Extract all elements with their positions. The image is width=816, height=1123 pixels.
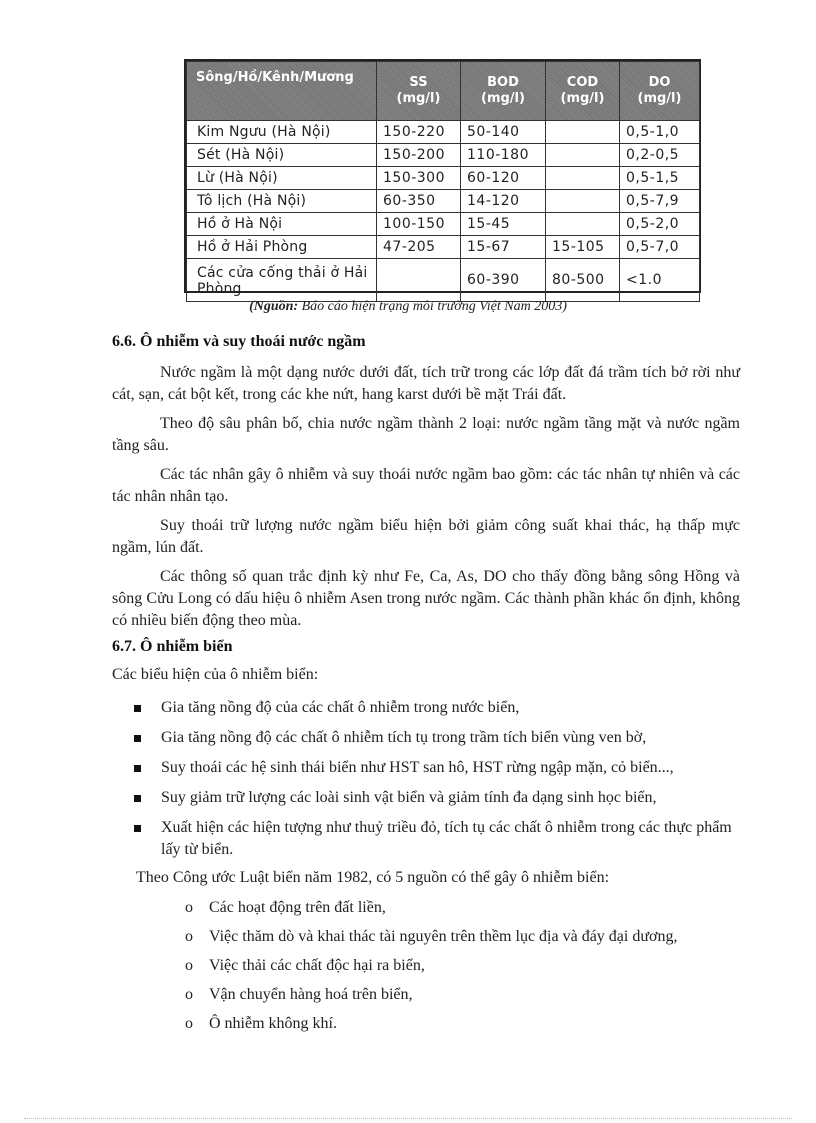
paragraph: Các thông số quan trắc định kỳ như Fe, Ca, As, DO cho thấy đồng bằng sông Hồng và sông Cửu Long có dấu hiệu ô nhiễm Asen trong nước ngầm. Các thành phần khác ổn định, không có nhiều biến động theo mùa.: [112, 568, 740, 629]
paragraph: Theo độ sâu phân bố, chia nước ngầm thành 2 loại: nước ngầm tầng mặt và nước ngầm tầng sâu.: [112, 415, 740, 454]
square-bullet-icon: [134, 735, 141, 742]
table-row: [187, 236, 700, 259]
cell-cod: [546, 190, 620, 213]
list-item: Gia tăng nồng độ của các chất ô nhiễm trong nước biển,: [134, 697, 740, 719]
square-bullet-icon: [134, 795, 141, 802]
header-cod: COD (mg/l): [546, 62, 620, 121]
section-6-7-heading: 6.7. Ô nhiễm biển: [112, 638, 233, 655]
cell-do: 0,5-1,0: [620, 121, 700, 144]
circle-bullet-icon: o: [185, 957, 193, 974]
paragraph: Suy thoái trữ lượng nước ngầm biểu hiện bởi giảm công suất khai thác, hạ thấp mực ngầm, lún đất.: [112, 517, 740, 556]
cell-ss: 150-200: [377, 144, 461, 167]
pollution-table: [184, 59, 701, 297]
cell-cod: [546, 213, 620, 236]
cell-cod: [546, 121, 620, 144]
cell-do: 0,5-2,0: [620, 213, 700, 236]
cell-do: 0,5-7,9: [620, 190, 700, 213]
table-row: [187, 144, 700, 167]
circle-bullet-icon: o: [185, 1015, 193, 1032]
cell-bod: 60-120: [461, 167, 546, 190]
convention-sentence: Theo Công ước Luật biển năm 1982, có 5 nguồn có thể gây ô nhiễm biển:: [136, 869, 610, 886]
page-bottom-divider: [24, 1118, 792, 1119]
cell-location: Tô lịch (Hà Nội): [187, 190, 377, 213]
cell-bod: 110-180: [461, 144, 546, 167]
cell-do: 0,2-0,5: [620, 144, 700, 167]
list-item: Gia tăng nồng độ các chất ô nhiễm tích tụ trong trầm tích biển vùng ven bờ,: [134, 727, 740, 749]
cell-bod: 50-140: [461, 121, 546, 144]
paragraph: Các tác nhân gây ô nhiễm và suy thoái nước ngầm bao gồm: các tác nhân tự nhiên và các tác nhân nhân tạo.: [112, 466, 740, 505]
cell-location: Các cửa cống thải ở Hải Phòng: [187, 259, 377, 302]
list-item: o Việc thải các chất độc hại ra biển,: [185, 957, 425, 974]
list-item: Suy thoái các hệ sinh thái biển như HST san hô, HST rừng ngập mặn, cỏ biển...,: [134, 757, 740, 779]
data-table: [186, 61, 700, 302]
cell-cod: [546, 144, 620, 167]
cell-cod: 15-105: [546, 236, 620, 259]
cell-ss: 60-350: [377, 190, 461, 213]
cell-ss: 150-220: [377, 121, 461, 144]
table-source-caption: [0, 299, 816, 315]
cell-ss: 100-150: [377, 213, 461, 236]
cell-location: Sét (Hà Nội): [187, 144, 377, 167]
list-item: o Việc thăm dò và khai thác tài nguyên trên thềm lục địa và đáy đại dương,: [185, 928, 678, 945]
section-intro: Các biểu hiện của ô nhiễm biển:: [112, 666, 319, 683]
paragraph: Nước ngầm là một dạng nước dưới đất, tích trữ trong các lớp đất đá trầm tích bở rời như cát, sạn, cát bột kết, trong các khe nứt, hang karst dưới bề mặt Trái đất.: [112, 364, 740, 403]
cell-location: Hồ ở Hải Phòng: [187, 236, 377, 259]
square-bullet-icon: [134, 705, 141, 712]
cell-do: 0,5-7,0: [620, 236, 700, 259]
cell-ss: 150-300: [377, 167, 461, 190]
header-ss: SS (mg/l): [377, 62, 461, 121]
table-header-row: [187, 62, 700, 121]
square-bullet-icon: [134, 765, 141, 772]
cell-location: Kim Ngưu (Hà Nội): [187, 121, 377, 144]
list-item: o Các hoạt động trên đất liền,: [185, 899, 386, 916]
table-row: [187, 190, 700, 213]
list-item: Xuất hiện các hiện tượng như thuỷ triều đỏ, tích tụ các chất ô nhiễm trong các thực phẩm lấy từ biển.: [134, 817, 740, 861]
table-row: [187, 259, 700, 302]
cell-cod: [546, 167, 620, 190]
table-row: [187, 121, 700, 144]
list-item: o Vận chuyển hàng hoá trên biển,: [185, 986, 413, 1003]
cell-do: <1.0: [620, 259, 700, 302]
table-row: [187, 213, 700, 236]
cell-location: Lừ (Hà Nội): [187, 167, 377, 190]
header-do: DO (mg/l): [620, 62, 700, 121]
section-6-6-heading: 6.6. Ô nhiễm và suy thoái nước ngầm: [112, 333, 366, 350]
header-location: Sông/Hồ/Kênh/Mương: [187, 62, 377, 121]
cell-cod: 80-500: [546, 259, 620, 302]
circle-bullet-icon: o: [185, 986, 193, 1003]
circle-bullet-icon: o: [185, 928, 193, 945]
cell-bod: 14-120: [461, 190, 546, 213]
source-label: (Nguồn:: [249, 299, 299, 314]
cell-bod: 15-45: [461, 213, 546, 236]
cell-ss: [377, 259, 461, 302]
circle-bullet-icon: o: [185, 899, 193, 916]
cell-bod: 15-67: [461, 236, 546, 259]
cell-do: 0,5-1,5: [620, 167, 700, 190]
cell-location: Hồ ở Hà Nội: [187, 213, 377, 236]
list-item: Suy giảm trữ lượng các loài sinh vật biển và giảm tính đa dạng sinh học biển,: [134, 787, 740, 809]
source-text: Báo cáo hiện trạng môi trường Việt Nam 2003): [298, 299, 567, 314]
square-bullet-icon: [134, 825, 141, 832]
header-bod: BOD (mg/l): [461, 62, 546, 121]
cell-bod: 60-390: [461, 259, 546, 302]
cell-ss: 47-205: [377, 236, 461, 259]
list-item: o Ô nhiễm không khí.: [185, 1015, 337, 1032]
table-row: [187, 167, 700, 190]
